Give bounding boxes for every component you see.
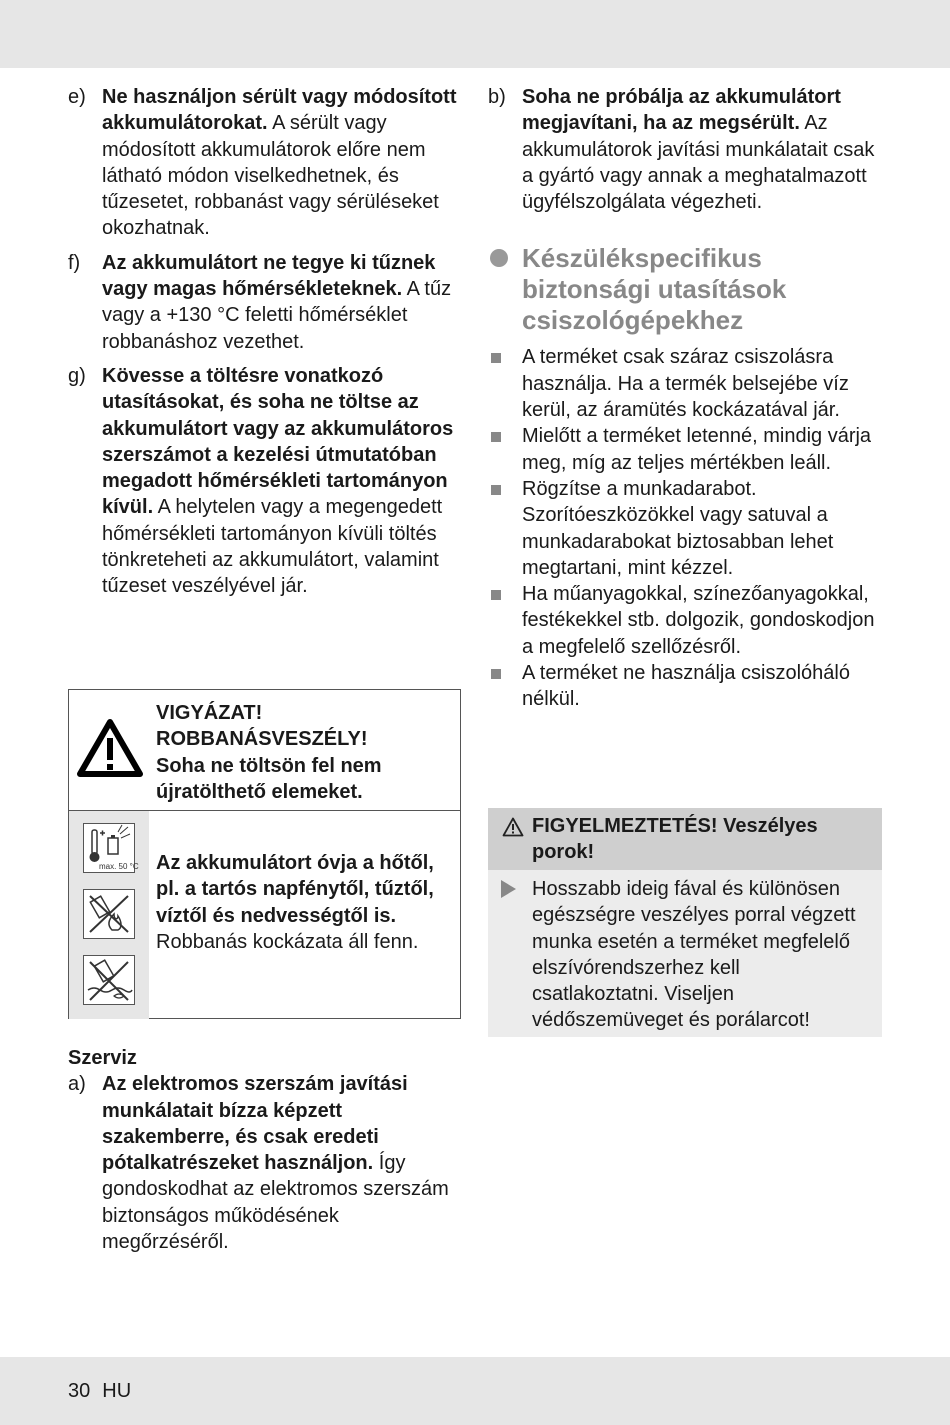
square-bullet-icon [491, 669, 501, 679]
item-marker: a) [68, 1073, 86, 1096]
service-section [68, 1045, 463, 1255]
right-column [488, 84, 882, 713]
bullet-text: Mielőtt a terméket letenné, mindig várja meg, míg az teljes mértékben leáll. [522, 425, 872, 474]
square-bullet-icon [491, 432, 501, 442]
heat-icon [83, 823, 139, 873]
square-bullet-icon [491, 590, 501, 600]
list-item-b [488, 84, 882, 215]
section-bullet-icon [490, 249, 508, 267]
dust-warning-heading: FIGYELMEZTETÉS! Veszélyes porok! [532, 815, 818, 864]
bullet-item [488, 476, 882, 581]
item-text: A sérült vagy módosított akkumulátorok előre nem látható módon viselkedhetnek, és tűzesetet, robbanást vagy sérüléseket okozhatnak. [102, 112, 439, 240]
play-arrow-icon [501, 880, 516, 898]
bullet-text: Rögzítse a munkadarabot. Szorítóeszközökkel vagy satuval a munkadarabokat biztosabban lehet megtartani, mint kézzel. [522, 477, 834, 579]
warning-header-row [69, 690, 460, 811]
item-text: Az akkumulátorok javítási munkálatait csak a gyártó vagy annak a meghatalmazott ügyfélszolgálata végezheti. [522, 112, 875, 214]
page-footer [68, 1380, 143, 1403]
heat-warning-text [156, 850, 456, 955]
square-bullet-icon [491, 485, 501, 495]
list-item-g [68, 363, 463, 600]
page-number: 30 [68, 1380, 91, 1402]
item-bold-text: Az akkumulátort ne tegye ki tűznek vagy magas hőmérsékleteknek. [102, 251, 436, 301]
explosion-warning-box [68, 689, 461, 1019]
top-bar [0, 0, 950, 68]
list-item-f [68, 250, 463, 355]
warning-line-4: újratölthető elemeket. [156, 780, 363, 803]
item-text: Így gondoskodhat az elektromos szerszám biztonságos működésének megőrzéséről. [102, 1152, 449, 1254]
section-title [488, 243, 882, 336]
bullet-item [488, 423, 882, 476]
item-marker: f) [68, 251, 81, 274]
warning-triangle-icon [502, 817, 524, 837]
no-water-icon [83, 955, 135, 1005]
dust-warning-box [488, 808, 882, 1037]
max-temp-label: max. 50 °C [99, 862, 139, 871]
square-bullet-icon [491, 353, 501, 363]
bullet-text: Ha műanyagokkal, színezőanyagokkal, festékekkel stb. dolgozik, gondoskodjon a megfelelő szellőzésről. [522, 583, 875, 658]
item-bold-text: Kövesse a töltésre vonatkozó utasításokat, és soha ne töltse az akkumulátort vagy az akkumulátoros szerszámot a kezelési útmutatóban megadott hőmérsékleti tartományon kívül. [102, 364, 454, 519]
list-item-a [68, 1071, 463, 1255]
bullet-text: A terméket csak száraz csiszolásra használja. Ha a termék belsejébe víz kerül, az áramütés kockázatával jár. [522, 346, 849, 422]
no-fire-icon [83, 889, 135, 939]
service-heading: Szerviz [68, 1047, 137, 1069]
warning-line-3: Soha ne töltsön fel nem [156, 754, 382, 777]
item-text: A helytelen vagy a megengedett hőmérsékleti tartományon kívüli töltés tönkreteheti az akkumulátort, valamint tűzeset veszélyével jár. [102, 496, 443, 598]
warning-triangle-icon [77, 718, 143, 778]
warning-icon-column [69, 811, 149, 1019]
item-bold-text: Ne használjon sérült vagy módosított akkumulátorokat. [102, 86, 457, 135]
list-item-e [68, 84, 463, 242]
warning-line-1: VIGYÁZAT! [156, 702, 263, 724]
bullet-text: A terméket ne használja csiszolóháló nélkül. [522, 662, 850, 711]
item-bold-text: Soha ne próbálja az akkumulátort megjavítani, ha az megsérült. [522, 86, 841, 135]
item-bold-text: Az elektromos szerszám javítási munkálatait bízza képzett szakemberre, és csak eredeti pótalkatrészeket használjon. [102, 1073, 408, 1175]
section-title-text: Készülékspecifikus biztonsági utasítások csiszológépekhez [522, 243, 787, 336]
bullet-item [488, 344, 882, 423]
heat-warning-bold: Az akkumulátort óvja a hőtől, pl. a tartós napfénytől, tűztől, víztől és nedvességtől is. [156, 852, 434, 927]
dust-warning-header [488, 808, 882, 870]
warning-line-2: ROBBANÁSVESZÉLY! [156, 728, 368, 751]
heat-warning-rest: Robbanás kockázata áll fenn. [156, 930, 419, 953]
left-column [68, 84, 463, 600]
dust-warning-text: Hosszabb ideig fával és különösen egészségre veszélyes porral végzett munka esetén a terméket megfelelő elszívórendszerhez kell csatlakoztatni. Viseljen védőszemüveget és porálarcot! [532, 878, 856, 1032]
item-marker: g) [68, 364, 86, 387]
item-marker: e) [68, 86, 86, 108]
warning-text [156, 700, 382, 805]
bullet-item [488, 581, 882, 660]
item-marker: b) [488, 86, 506, 108]
item-text: A tűz vagy a +130 °C feletti hőmérséklet robbanáshoz vezethet. [102, 278, 452, 353]
bullet-item [488, 660, 882, 713]
language-code: HU [102, 1380, 132, 1402]
